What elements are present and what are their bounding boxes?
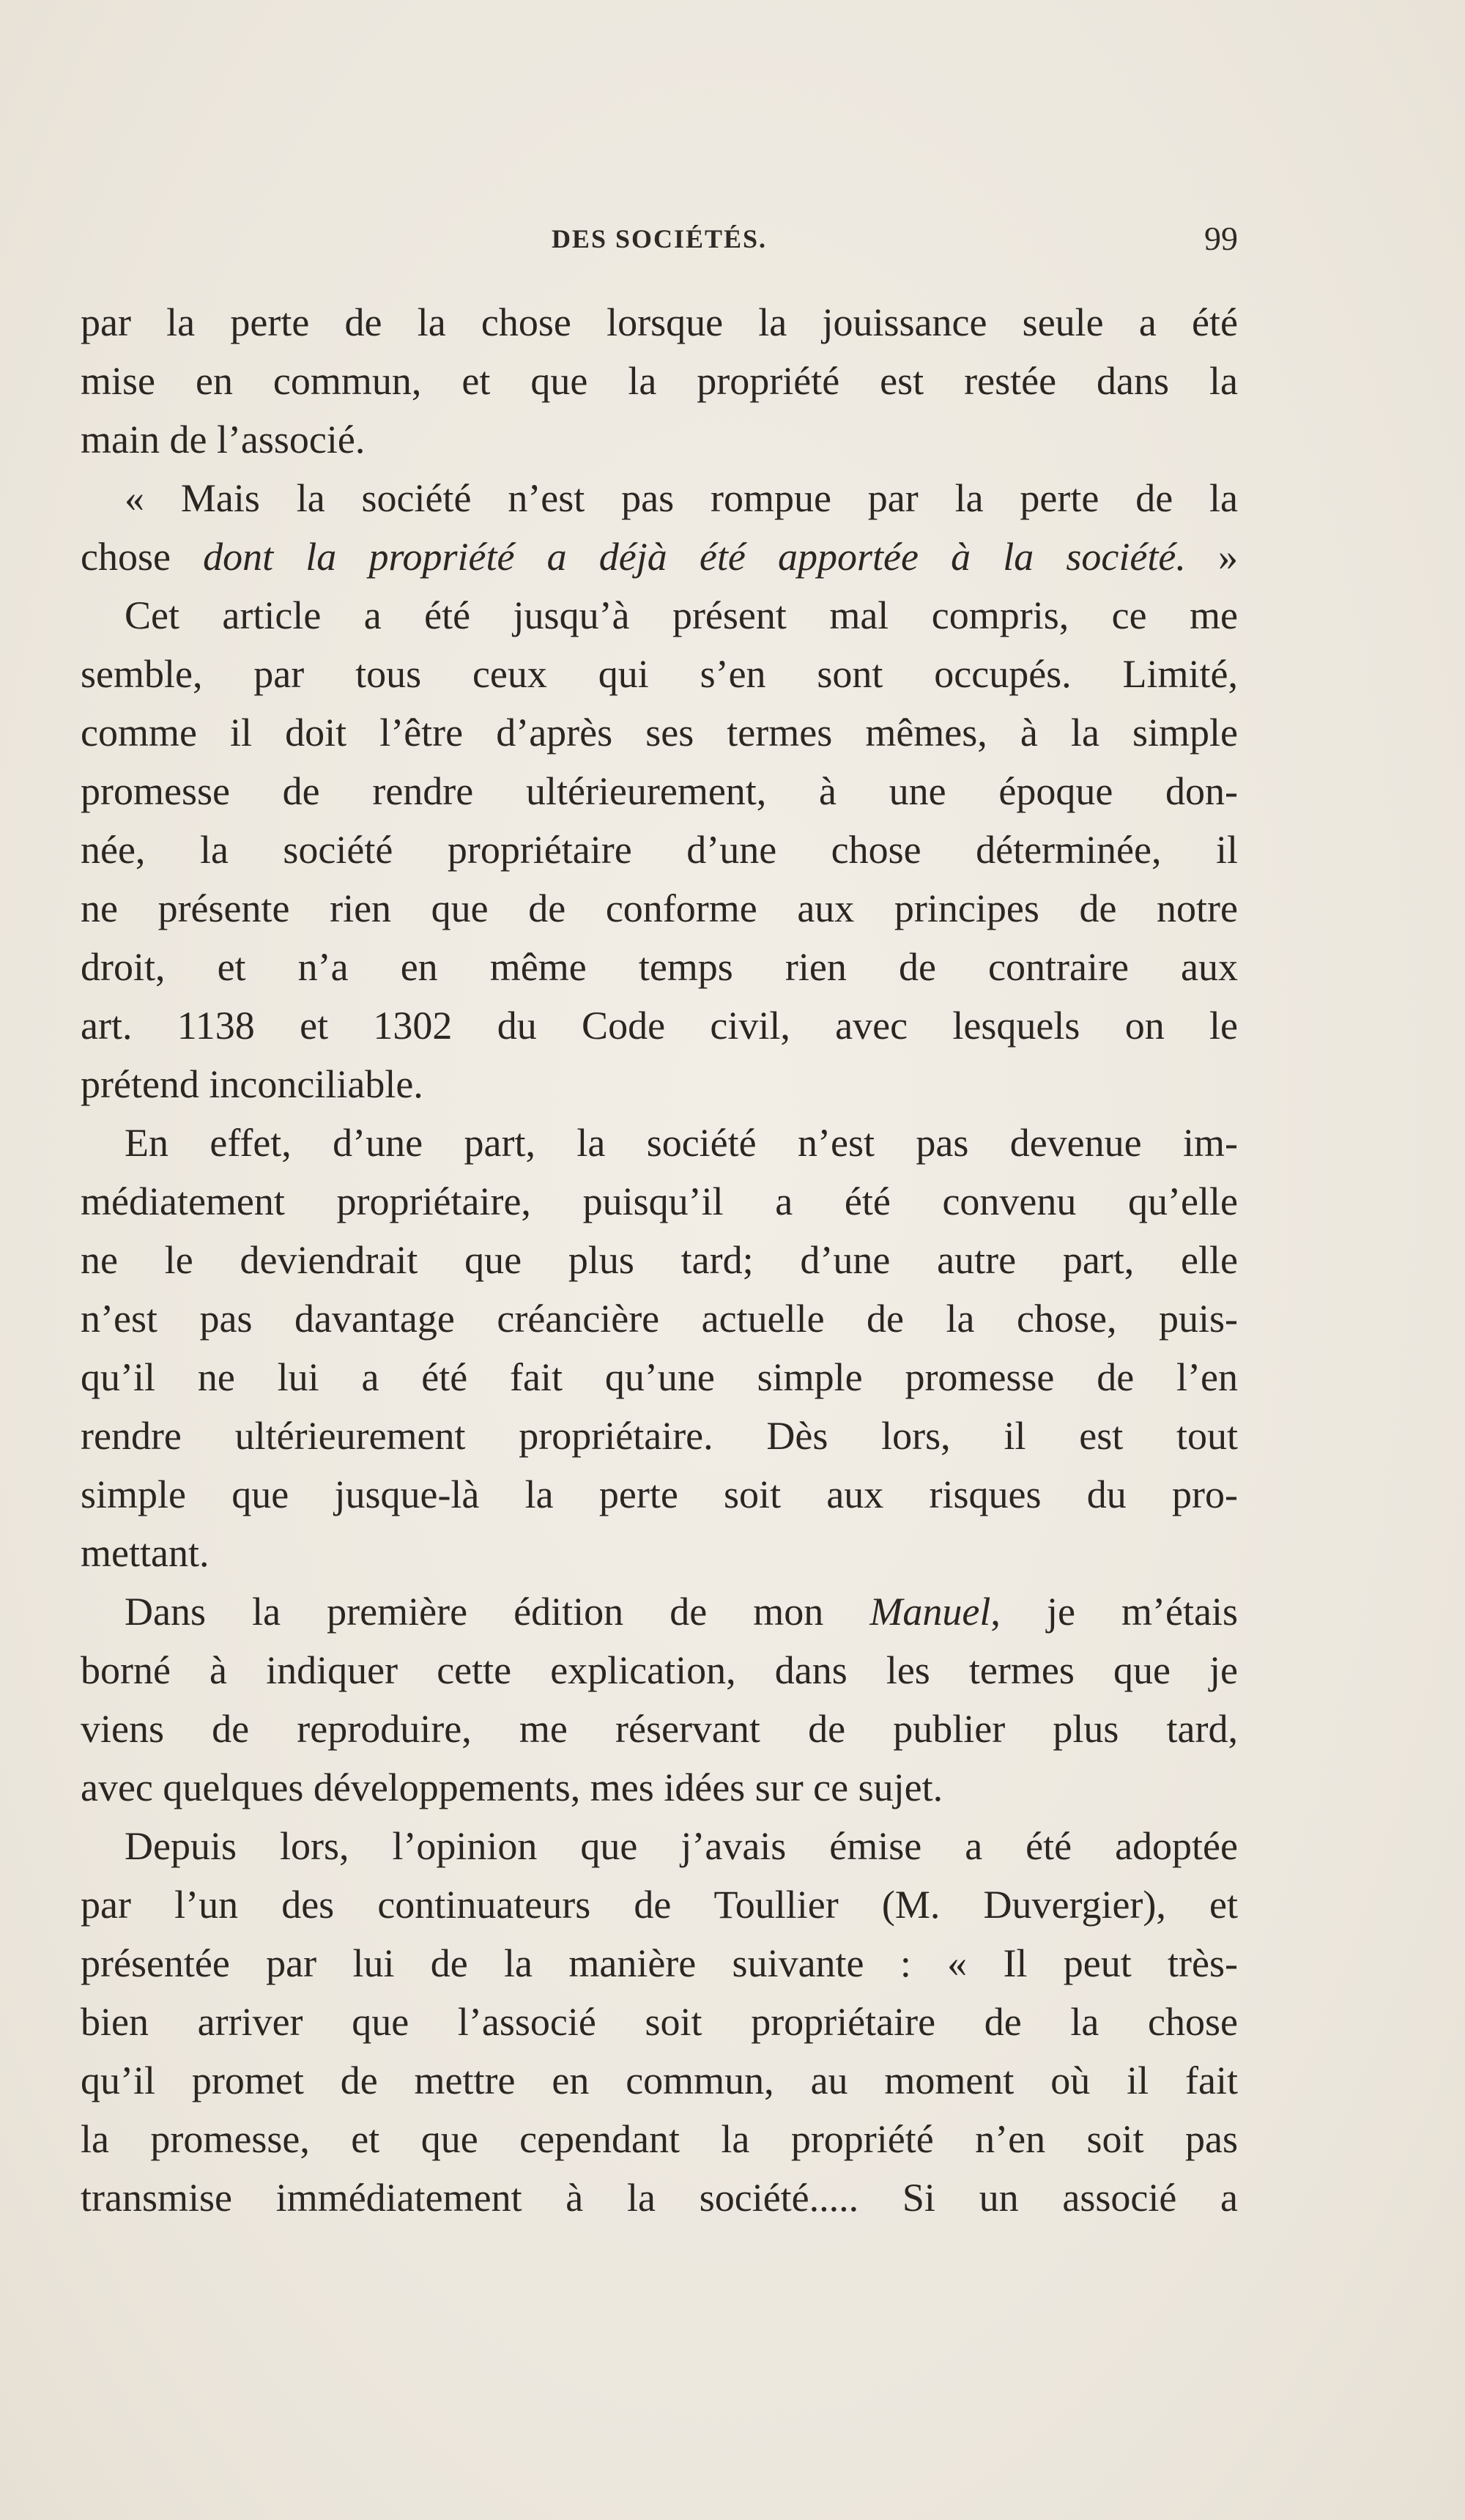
text-line: mettant.	[81, 1531, 209, 1575]
text-line: qu’il ne lui a été fait qu’une simple promesse de l’en	[81, 1355, 1238, 1399]
text-line: borné à indiquer cette explication, dans les termes que je	[81, 1648, 1238, 1692]
text-line: droit, et n’a en même temps rien de contraire aux	[81, 945, 1238, 989]
text-line: prétend inconciliable.	[81, 1062, 423, 1106]
text-line	[81, 527, 1238, 586]
text-line	[81, 1582, 1238, 1641]
text-line: rendre ultérieurement propriétaire. Dès lors, il est tout	[81, 1414, 1238, 1458]
text-line: transmise immédiatement à la société..... Si un associé a	[81, 2176, 1238, 2220]
text-line: médiatement propriétaire, puisqu’il a été convenu qu’elle	[81, 1179, 1238, 1223]
text-line: « Mais la société n’est pas rompue par la perte de la	[125, 476, 1238, 520]
italic-span: dont la propriété a déjà été apportée à la société.	[203, 535, 1186, 579]
text-span: Dans la première édition de mon	[125, 1590, 870, 1634]
page-number: 99	[1204, 220, 1238, 257]
text-line: simple que jusque-là la perte soit aux risques du pro-	[81, 1472, 1238, 1516]
text-line: promesse de rendre ultérieurement, à une époque don-	[81, 769, 1238, 813]
running-title: DES SOCIÉTÉS.	[551, 224, 768, 253]
text-line: En effet, d’une part, la société n’est pas devenue im-	[125, 1121, 1238, 1165]
text-line: Cet article a été jusqu’à présent mal compris, ce me	[125, 593, 1238, 637]
text-line: main de l’associé.	[81, 418, 366, 462]
text-line: art. 1138 et 1302 du Code civil, avec lesquels on le	[81, 1004, 1238, 1048]
text-line: par la perte de la chose lorsque la jouissance seule a été	[81, 300, 1238, 344]
text-line: présentée par lui de la manière suivante : « Il peut très-	[81, 1941, 1238, 1985]
text-line: bien arriver que l’associé soit propriétaire de la chose	[81, 2000, 1238, 2044]
body-text	[81, 293, 1238, 2227]
text-line: comme il doit l’être d’après ses termes mêmes, à la simple	[81, 711, 1238, 755]
text-span: , je m’étais	[990, 1590, 1238, 1634]
text-line: par l’un des continuateurs de Toullier (M. Duvergier), et	[81, 1883, 1238, 1927]
text-line: la promesse, et que cependant la propriété n’en soit pas	[81, 2117, 1238, 2161]
text-line: n’est pas davantage créancière actuelle de la chose, puis-	[81, 1297, 1238, 1341]
page-header	[81, 220, 1238, 267]
text-line: viens de reproduire, me réservant de publier plus tard,	[81, 1707, 1238, 1751]
text-line: qu’il promet de mettre en commun, au moment où il fait	[81, 2058, 1238, 2102]
text-line: Depuis lors, l’opinion que j’avais émise a été adoptée	[125, 1824, 1238, 1868]
text-line: mise en commun, et que la propriété est restée dans la	[81, 359, 1238, 403]
text-line: née, la société propriétaire d’une chose déterminée, il	[81, 828, 1238, 872]
text-line: semble, par tous ceux qui s’en sont occupés. Limité,	[81, 652, 1238, 696]
text-line: ne le deviendrait que plus tard; d’une autre part, elle	[81, 1238, 1238, 1282]
italic-span: Manuel	[869, 1590, 991, 1634]
text-span: »	[1185, 535, 1239, 579]
text-line: avec quelques développements, mes idées sur ce sujet.	[81, 1765, 943, 1809]
text-line: ne présente rien que de conforme aux principes de notre	[81, 886, 1238, 930]
text-span: chose	[81, 535, 204, 579]
